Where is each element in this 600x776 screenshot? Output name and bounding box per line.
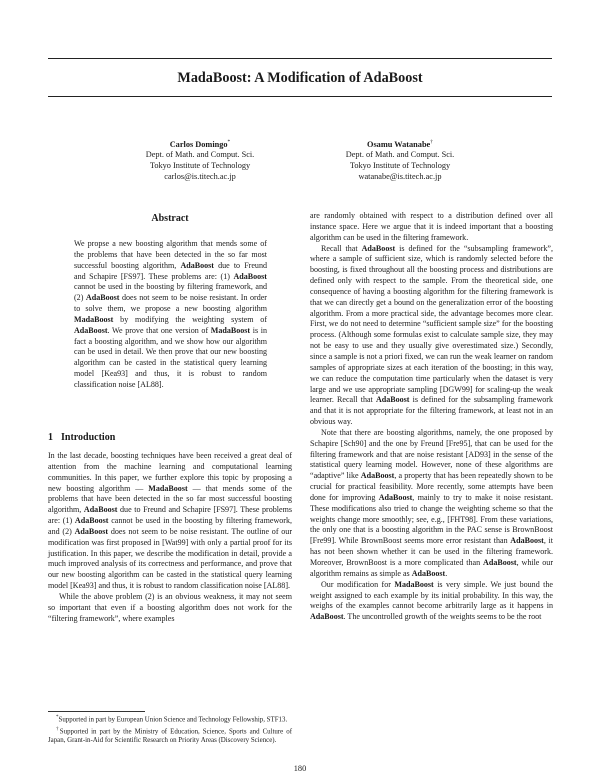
algorithm-name: AdaBoost xyxy=(310,612,344,622)
algorithm-name: AdaBoost xyxy=(83,505,118,515)
algorithm-name: MadaBoost xyxy=(210,325,251,335)
body-paragraph: While the above problem (2) is an obvious weakness, it may not seem so important that even if a boosting algorithm does not work for the “filtering framework”, where examples xyxy=(48,591,292,623)
abstract-heading: Abstract xyxy=(151,213,189,224)
author-footnote-mark: † xyxy=(430,139,433,145)
abstract-text: We propse a new boosting algorithm that mends some of the problems that have been detected in the so far most successful boosting algorithm, AdaBoost due to Freund and Schapire [FS97]. These problems are: (1) AdaBoost cannot be used in the boosting by filtering framework, and (2) AdaBoost does not seem to be noise resistant. In order to solve them, we propose a new boosting algorithm MadaBoost by modifying the weighting system of AdaBoost. We prove that one version of MadaBoost is in fact a boosting algorithm, and we show how our algorithm can be used in detail. We then prove that our new boosting algorithm can be casted in the statistical query learning model [Kea93] and thus, it is robust to random classification noise [AL88]. xyxy=(74,239,267,389)
footnotes xyxy=(48,713,292,745)
algorithm-name: AdaBoost xyxy=(233,271,267,281)
body-paragraph: Note that there are boosting algorithms, namely, the one proposed by Schapire [Sch90] and the one by Freund [Fre95], that can be used for the filtering framework and that are noise resistant [AD93] in the sense of the statistical query learning model. However, none of these algorithms are “adaptive” like AdaBoost, a property that has been repeatedly shown to be crucial for practical feasibility. More recently, some attempts have been done for improving AdaBoost, mainly to try to make it noise resistant. These modifications also tried to change the weighting scheme so that the weights change more smoothly; see, e.g., [FHT98]. From these variations, the only one that is a boosting algorithm in the PAC sense is BrownBoost [Fre99]. While BrownBoost seems more error resistant than AdaBoost, it has not been shown whether it can be used in the filtering framework. Moreover, BrownBoost is a more complicated than AdaBoost, while our algorithm remains as simple as AdaBoost. xyxy=(310,427,554,578)
footnote xyxy=(48,725,292,746)
left-column-body xyxy=(48,451,292,625)
footnote xyxy=(48,713,292,725)
author-email: watanabe@is.titech.ac.jp xyxy=(358,171,442,181)
body-paragraph: Recall that AdaBoost is defined for the “subsampling framework”, where a sample of sufficient size, which is randomly selected before the boosting, is fixed throughout all the boosting process and distributions are defined only with respect to the sample. From the theoretical side, one consequence of having a boosting algorithm for the filtering framework is that we can directly get a bound on the generalization error of the boosting algorithm. From a more practical side, the advantage becomes more clear. First, we do not need to determine “sufficient sample size” for the boosting process. (Although some formulas exist to calculate sample size, they may not be easy to use and they usually give overestimated size.) Secondly, since a sample is not a priori fixed, we can run the weak learner on random samples of appropriate sizes at each iteration of the boosting; in this way, we can reduce the computation time particularly when the dataset is very large and we use appropriate sampling [DGW99] for scaling-up the weak learner. Recall that AdaBoost is defined for the subsampling framework and that it is not appropriate for the filtering framework, at least not in an obvious way. xyxy=(310,243,553,427)
author-affiliation-dept: Dept. of Math. and Comput. Sci. xyxy=(145,150,255,160)
algorithm-name: MadaBoost xyxy=(394,579,434,589)
author-name: Osamu Watanabe xyxy=(367,139,431,149)
right-column-body xyxy=(310,211,553,623)
title-rule-bottom xyxy=(48,96,552,97)
author-affiliation-inst: Tokyo Institute of Technology xyxy=(149,160,251,170)
section-heading xyxy=(48,432,115,444)
section-number: 1 xyxy=(48,432,53,443)
algorithm-name: AdaBoost xyxy=(411,568,446,578)
section-title: Introduction xyxy=(61,432,116,443)
author-name: Carlos Domingo xyxy=(169,139,228,149)
author-email: carlos@is.titech.ac.jp xyxy=(164,171,236,181)
paper-title: MadaBoost: A Modification of AdaBoost xyxy=(177,70,423,86)
algorithm-name: AdaBoost xyxy=(360,471,395,481)
page-number: 180 xyxy=(293,764,307,773)
footnote-text: Supported in part by the Ministry of Education, Science, Sports and Culture of Japan, Grant-in-Aid for Scientific Research on Priority Areas (Discovery Science). xyxy=(48,727,292,744)
algorithm-name: AdaBoost xyxy=(483,558,517,567)
algorithm-name: AdaBoost xyxy=(74,526,109,536)
author-affiliation-inst: Tokyo Institute of Technology xyxy=(349,160,451,170)
algorithm-name: AdaBoost xyxy=(375,395,410,405)
footnote-rule xyxy=(48,711,145,712)
title-rule-top xyxy=(48,58,552,59)
algorithm-name: AdaBoost xyxy=(378,492,413,502)
footnote-mark: * xyxy=(56,715,59,720)
algorithm-name: AdaBoost xyxy=(74,325,108,335)
body-paragraph: Our modification for MadaBoost is very simple. We just bound the weight assigned to each example by its initial probability. In this way, the weighs of the examples cannot become arbitrarily large as it happens in AdaBoost. The uncontrolled growth of the weights seems to be the root xyxy=(310,579,553,622)
author-block-2 xyxy=(310,137,490,182)
algorithm-name: AdaBoost xyxy=(180,260,214,270)
body-paragraph: are randomly obtained with respect to a distribution defined over all instance space. Here we argue that it is indeed important that a boosting algorithm can be used in the filtering framework. xyxy=(310,211,553,242)
algorithm-name: AdaBoost xyxy=(510,536,544,546)
body-paragraph: In the last decade, boosting techniques have been received a great deal of attention from the machine learning and computational learning communities. In this paper, we further explore this topic by proposing a new boosting algorithm — MadaBoost — that mends some of the problems that have been detected in the so far most successful boosting algorithm, AdaBoost due to Freund and Schapire [FS97]. These problems are: (1) AdaBoost cannot be used in the boosting by filtering framework, and (2) AdaBoost does not seem to be noise resistant. The outline of our modification was first proposed in [Wat99] with only a partial proof for its justification. In this paper, we describe the modification in detail, provide a much improved analysis of its correctness and performance, and prove that our new boosting algorithm can be casted in the statistical query learning model [Kea93] and thus, it is robust to random classification noise [AL88]. xyxy=(48,451,292,591)
algorithm-name: MadaBoost xyxy=(74,314,114,324)
algorithm-name: AdaBoost xyxy=(361,243,396,253)
author-block-1 xyxy=(110,137,290,182)
footnote-mark: † xyxy=(56,726,60,732)
algorithm-name: AdaBoost xyxy=(74,516,109,526)
author-affiliation-dept: Dept. of Math. and Comput. Sci. xyxy=(345,150,455,160)
footnote-text: Supported in part by European Union Science and Technology Fellowship, STF13. xyxy=(58,716,288,724)
algorithm-name: MadaBoost xyxy=(148,483,188,493)
author-footnote-mark: * xyxy=(227,139,231,145)
algorithm-name: AdaBoost xyxy=(85,293,120,303)
